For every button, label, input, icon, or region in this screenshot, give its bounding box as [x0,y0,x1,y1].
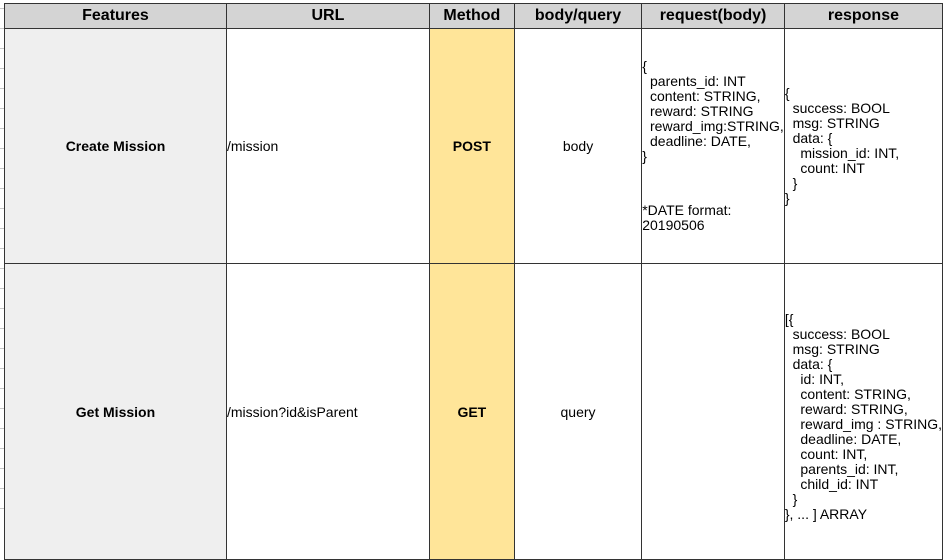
feature-cell[interactable]: Get Mission [5,264,227,560]
body-query-cell[interactable]: body [514,29,641,264]
response-text: [{ success: BOOL msg: STRING data: { id: INT, content: STRING, reward: STRING, reward_img : STRING, deadline: DATE, count: INT, parents_id: INT, child_id: INT } }, ... ] ARRAY [784,310,942,522]
date-format-note: *DATE format: 20190506 [642,202,732,233]
response-cell[interactable] [784,29,942,264]
response-text: { success: BOOL msg: STRING data: { mission_id: INT, count: INT } } [784,85,900,206]
request-body-cell[interactable] [642,29,785,264]
api-spec-table [4,3,943,560]
body-query-cell[interactable]: query [514,264,641,560]
method-cell[interactable]: GET [429,264,514,560]
request-body-text: { parents_id: INT content: STRING, reward: STRING reward_img:STRING, deadline: DATE, } [642,58,784,164]
header-url[interactable]: URL [226,4,429,29]
table-row-get-mission [5,264,943,560]
header-body-query[interactable]: body/query [514,4,641,29]
header-features[interactable]: Features [5,4,227,29]
method-cell[interactable]: POST [429,29,514,264]
request-body-cell[interactable] [642,264,785,560]
url-cell[interactable]: /mission [226,29,429,264]
header-method[interactable]: Method [429,4,514,29]
response-cell[interactable] [784,264,942,560]
header-response[interactable]: response [784,4,942,29]
table-row-create-mission [5,29,943,264]
header-request-body[interactable]: request(body) [642,4,785,29]
header-row [5,4,943,29]
feature-cell[interactable]: Create Mission [5,29,227,264]
url-cell[interactable]: /mission?id&isParent [226,264,429,560]
